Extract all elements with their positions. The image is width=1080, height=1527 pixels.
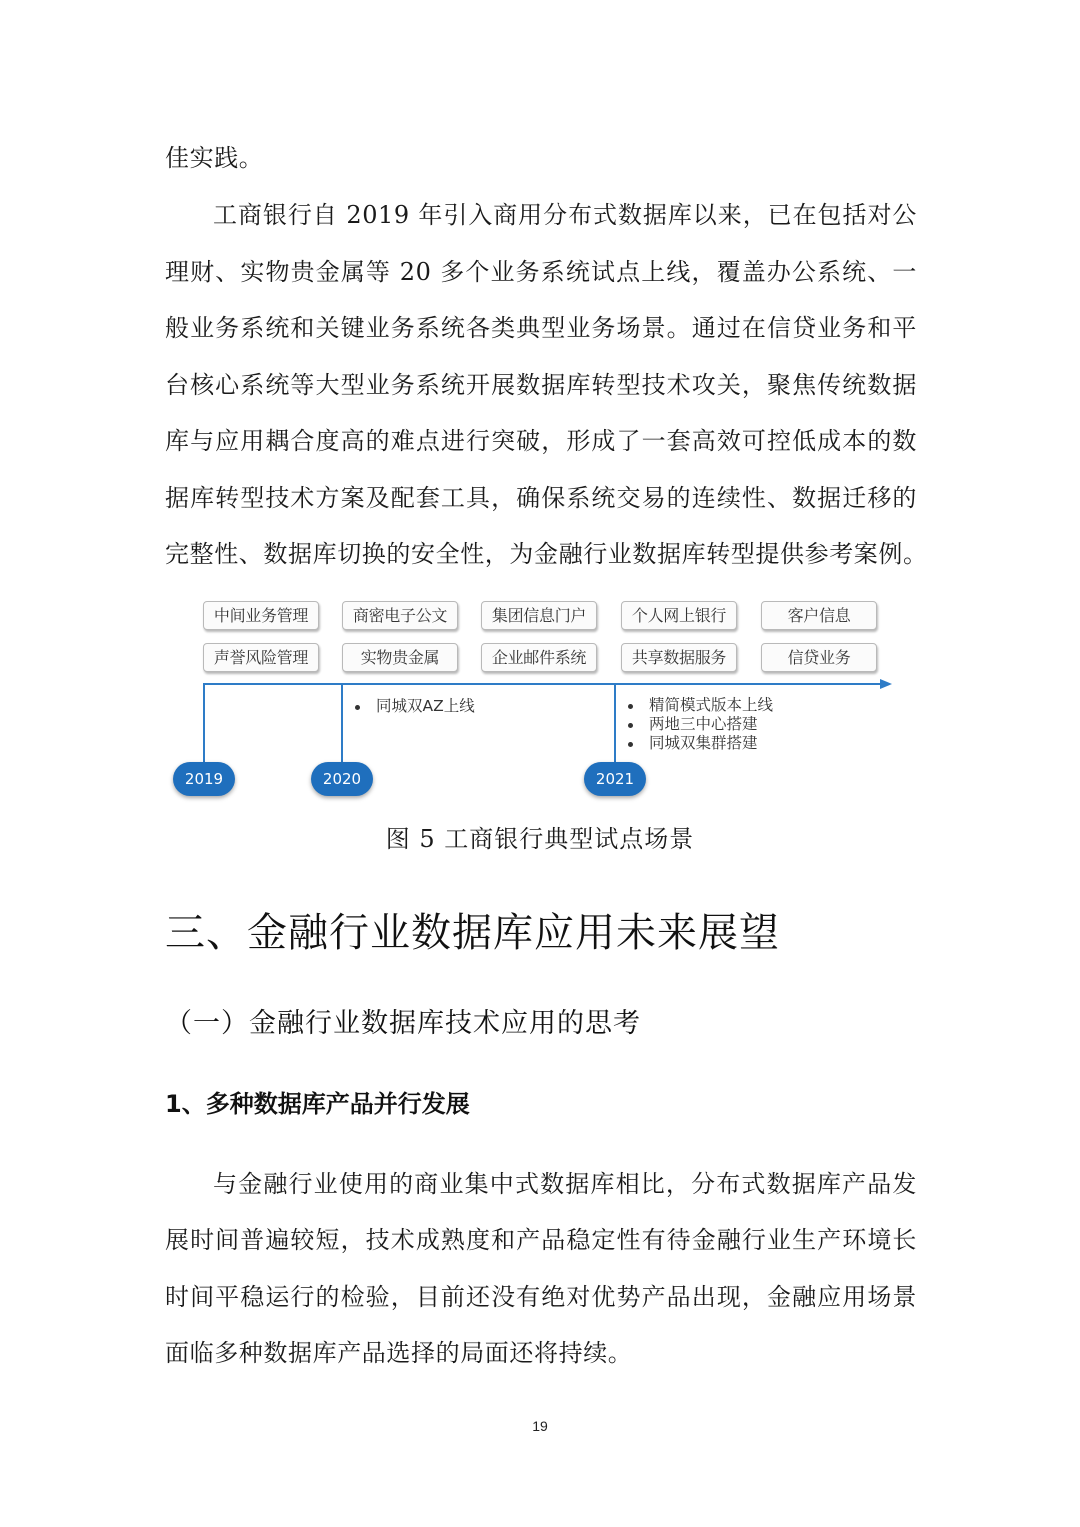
paragraph-line: 理财、实物贵金属等 20 多个业务系统试点上线，覆盖办公系统、一 (165, 258, 917, 286)
paragraph-line: 面临多种数据库产品选择的局面还将持续。 (165, 1339, 633, 1367)
paragraph-line: 据库转型技术方案及配套工具，确保系统交易的连续性、数据迁移的 (165, 484, 917, 512)
year-node-2020: 2020 (311, 762, 373, 796)
figure-caption: 图 5 工商银行典型试点场景 (385, 825, 695, 853)
paragraph-line: 佳实践。 (165, 144, 264, 172)
note-item: 两地三中心搭建 (625, 715, 773, 734)
page-number: 19 (532, 1418, 548, 1434)
timeline-arrow-icon (880, 679, 892, 689)
scenario-tag: 客户信息 (761, 601, 877, 630)
scenario-tag: 中间业务管理 (203, 601, 319, 630)
note-item: 精简模式版本上线 (625, 696, 773, 715)
paragraph-line: 与金融行业使用的商业集中式数据库相比，分布式数据库产品发 (213, 1170, 917, 1198)
paragraph-line: 展时间普遍较短，技术成熟度和产品稳定性有待金融行业生产环境长 (165, 1226, 917, 1254)
scenario-tag: 个人网上银行 (621, 601, 737, 630)
paragraph-line: 工商银行自 2019 年引入商用分布式数据库以来，已在包括对公 (213, 201, 917, 229)
subsubsection-heading: 1、多种数据库产品并行发展 (165, 1090, 470, 1118)
notes-2020 (352, 697, 475, 716)
paragraph-line: 般业务系统和关键业务系统各类典型业务场景。通过在信贷业务和平 (165, 314, 917, 342)
paragraph-line: 台核心系统等大型业务系统开展数据库转型技术攻关，聚焦传统数据 (165, 371, 917, 399)
scenario-tag: 集团信息门户 (481, 601, 597, 630)
subsection-heading: （一）金融行业数据库技术应用的思考 (165, 1008, 641, 1039)
paragraph-line: 时间平稳运行的检验，目前还没有绝对优势产品出现，金融应用场景 (165, 1283, 917, 1311)
paragraph-line: 库与应用耦合度高的难点进行突破，形成了一套高效可控低成本的数 (165, 427, 917, 455)
scenario-tag: 声誉风险管理 (203, 643, 319, 672)
year-node-2019: 2019 (173, 762, 235, 796)
notes-2021 (625, 696, 773, 753)
scenario-tag: 商密电子公文 (342, 601, 458, 630)
scenario-tag: 信贷业务 (761, 643, 877, 672)
note-item: 同城双AZ上线 (352, 697, 475, 716)
scenario-tag: 企业邮件系统 (481, 643, 597, 672)
scenario-tag: 实物贵金属 (342, 643, 458, 672)
scenario-tag: 共享数据服务 (621, 643, 737, 672)
section-heading: 三、金融行业数据库应用未来展望 (165, 910, 780, 956)
paragraph-line: 完整性、数据库切换的安全性，为金融行业数据库转型提供参考案例。 (165, 540, 928, 568)
note-item: 同城双集群搭建 (625, 734, 773, 753)
year-node-2021: 2021 (584, 762, 646, 796)
